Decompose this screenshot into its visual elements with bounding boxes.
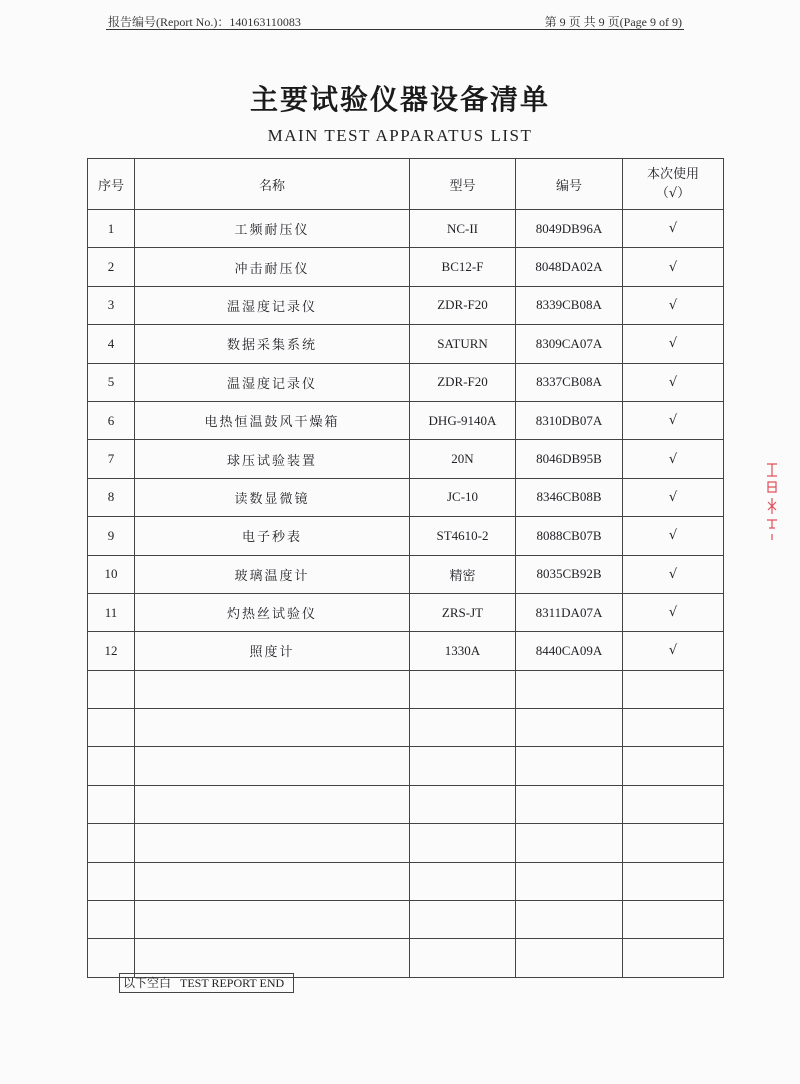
cell-use: √	[623, 325, 724, 363]
empty-cell	[135, 901, 410, 939]
empty-table-row	[88, 901, 724, 939]
empty-cell	[410, 747, 516, 785]
table-body	[88, 210, 724, 978]
cell-model: 20N	[410, 440, 516, 478]
table-row	[88, 555, 724, 593]
col-header-use	[623, 159, 724, 210]
cell-model: SATURN	[410, 325, 516, 363]
cell-seq: 2	[88, 248, 135, 286]
col-header-model: 型号	[410, 159, 516, 210]
page-indicator: 第 9 页 共 9 页(Page 9 of 9)	[544, 15, 682, 29]
empty-cell	[516, 939, 623, 977]
cell-use: √	[623, 286, 724, 324]
empty-cell	[88, 824, 135, 862]
cell-use: √	[623, 363, 724, 401]
table-row	[88, 325, 724, 363]
empty-cell	[88, 939, 135, 977]
cell-use: √	[623, 440, 724, 478]
document-title-en: MAIN TEST APPARATUS LIST	[267, 126, 533, 145]
cell-name: 电热恒温鼓风干燥箱	[135, 401, 410, 439]
empty-cell	[516, 785, 623, 823]
col-header-seq: 序号	[88, 159, 135, 210]
empty-cell	[623, 901, 724, 939]
cell-use: √	[623, 517, 724, 555]
empty-cell	[88, 670, 135, 708]
cell-name: 数据采集系统	[135, 325, 410, 363]
cell-name: 球压试验装置	[135, 440, 410, 478]
cell-model: ST4610-2	[410, 517, 516, 555]
cell-model: ZDR-F20	[410, 286, 516, 324]
empty-cell	[88, 709, 135, 747]
cell-use: √	[623, 210, 724, 248]
cell-number: 8049DB96A	[516, 210, 623, 248]
empty-cell	[410, 824, 516, 862]
empty-cell	[623, 670, 724, 708]
empty-cell	[623, 709, 724, 747]
cell-number: 8048DA02A	[516, 248, 623, 286]
cell-name: 读数显微镜	[135, 478, 410, 516]
col-header-number: 编号	[516, 159, 623, 210]
empty-cell	[516, 709, 623, 747]
cell-seq: 7	[88, 440, 135, 478]
cell-model: 1330A	[410, 632, 516, 670]
empty-cell	[410, 670, 516, 708]
table-row	[88, 286, 724, 324]
cell-name: 玻璃温度计	[135, 555, 410, 593]
cell-name: 温湿度记录仪	[135, 286, 410, 324]
empty-table-row	[88, 709, 724, 747]
cell-number: 8035CB92B	[516, 555, 623, 593]
empty-cell	[516, 824, 623, 862]
empty-cell	[516, 670, 623, 708]
empty-cell	[623, 785, 724, 823]
edge-stamp-mark	[764, 462, 780, 542]
cell-number: 8311DA07A	[516, 593, 623, 631]
cell-number: 8046DB95B	[516, 440, 623, 478]
table-row	[88, 210, 724, 248]
cell-use: √	[623, 632, 724, 670]
empty-cell	[135, 747, 410, 785]
empty-cell	[410, 862, 516, 900]
empty-cell	[410, 901, 516, 939]
cell-name: 照度计	[135, 632, 410, 670]
cell-use: √	[623, 401, 724, 439]
empty-cell	[623, 824, 724, 862]
cell-number: 8088CB07B	[516, 517, 623, 555]
empty-cell	[135, 785, 410, 823]
table-row	[88, 363, 724, 401]
empty-table-row	[88, 670, 724, 708]
cell-seq: 6	[88, 401, 135, 439]
table-row	[88, 517, 724, 555]
table-row	[88, 632, 724, 670]
empty-cell	[623, 747, 724, 785]
empty-cell	[516, 862, 623, 900]
empty-table-row	[88, 939, 724, 977]
empty-cell	[516, 747, 623, 785]
empty-cell	[88, 862, 135, 900]
empty-cell	[135, 939, 410, 977]
cell-model: BC12-F	[410, 248, 516, 286]
report-header	[106, 8, 684, 30]
cell-use: √	[623, 248, 724, 286]
report-number: 报告编号(Report No.)：140163110083	[108, 15, 301, 29]
apparatus-table	[87, 158, 724, 978]
cell-model: NC-II	[410, 210, 516, 248]
empty-cell	[516, 901, 623, 939]
cell-number: 8346CB08B	[516, 478, 623, 516]
empty-cell	[410, 709, 516, 747]
empty-cell	[410, 785, 516, 823]
col-header-use-line1: 本次使用	[646, 167, 699, 182]
cell-seq: 9	[88, 517, 135, 555]
cell-number: 8339CB08A	[516, 286, 623, 324]
cell-model: ZRS-JT	[410, 593, 516, 631]
table-header-row	[88, 159, 724, 210]
empty-cell	[623, 862, 724, 900]
cell-number: 8309CA07A	[516, 325, 623, 363]
cell-number: 8440CA09A	[516, 632, 623, 670]
cell-number: 8310DB07A	[516, 401, 623, 439]
cell-seq: 12	[88, 632, 135, 670]
empty-cell	[135, 670, 410, 708]
empty-cell	[623, 939, 724, 977]
table-row	[88, 593, 724, 631]
empty-cell	[410, 939, 516, 977]
empty-cell	[88, 785, 135, 823]
empty-table-row	[88, 862, 724, 900]
cell-name: 温湿度记录仪	[135, 363, 410, 401]
empty-table-row	[88, 747, 724, 785]
cell-seq: 3	[88, 286, 135, 324]
table-row	[88, 440, 724, 478]
cell-use: √	[623, 555, 724, 593]
empty-table-row	[88, 785, 724, 823]
col-header-use-line2: （√）	[655, 186, 691, 201]
empty-table-row	[88, 824, 724, 862]
table-row	[88, 248, 724, 286]
cell-number: 8337CB08A	[516, 363, 623, 401]
cell-model: JC-10	[410, 478, 516, 516]
cell-use: √	[623, 478, 724, 516]
cell-name: 工频耐压仪	[135, 210, 410, 248]
cell-seq: 11	[88, 593, 135, 631]
end-note: 以下空白 TEST REPORT END	[119, 973, 294, 993]
cell-model: DHG-9140A	[410, 401, 516, 439]
cell-seq: 10	[88, 555, 135, 593]
empty-cell	[135, 709, 410, 747]
empty-cell	[88, 747, 135, 785]
cell-seq: 1	[88, 210, 135, 248]
cell-name: 电子秒表	[135, 517, 410, 555]
cell-model: 精密	[410, 555, 516, 593]
table-row	[88, 478, 724, 516]
empty-cell	[135, 824, 410, 862]
col-header-name: 名称	[135, 159, 410, 210]
cell-seq: 5	[88, 363, 135, 401]
empty-cell	[88, 901, 135, 939]
cell-seq: 8	[88, 478, 135, 516]
cell-seq: 4	[88, 325, 135, 363]
document-title-cn: 主要试验仪器设备清单	[249, 85, 550, 116]
cell-name: 冲击耐压仪	[135, 248, 410, 286]
table-row	[88, 401, 724, 439]
cell-model: ZDR-F20	[410, 363, 516, 401]
empty-cell	[135, 862, 410, 900]
cell-use: √	[623, 593, 724, 631]
cell-name: 灼热丝试验仪	[135, 593, 410, 631]
